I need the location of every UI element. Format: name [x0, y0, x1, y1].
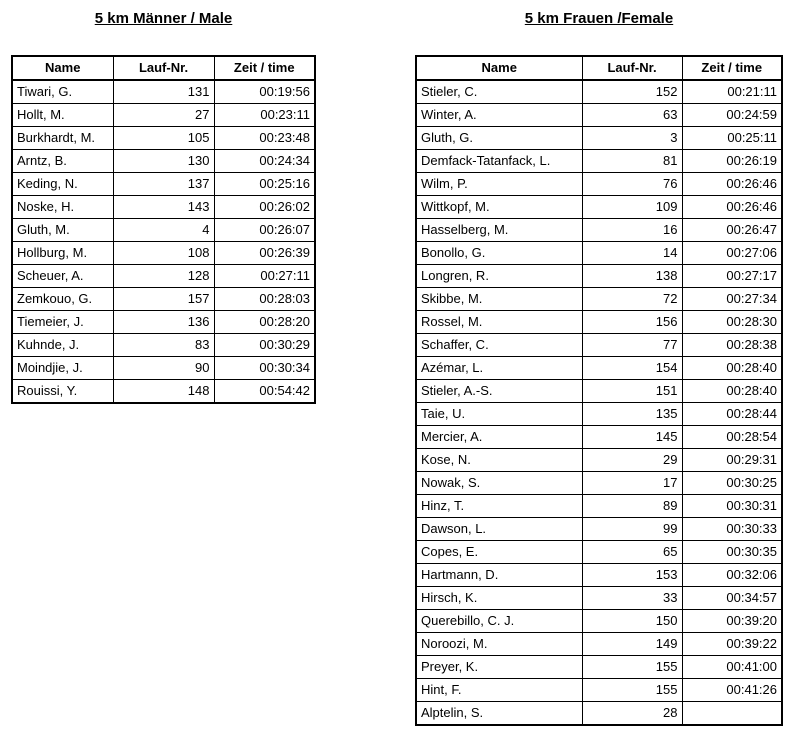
- table-row: [416, 610, 782, 633]
- table-row: [416, 104, 782, 127]
- runner-name-cell: Gluth, G.: [416, 127, 582, 150]
- table-row: [416, 173, 782, 196]
- lauf-nr-cell: 135: [582, 403, 682, 426]
- time-cell: 00:28:40: [682, 357, 782, 380]
- runner-name-cell: Copes, E.: [416, 541, 582, 564]
- column-header-lauf-nr: Lauf-Nr.: [582, 56, 682, 80]
- time-cell: 00:30:25: [682, 472, 782, 495]
- table-row: [416, 702, 782, 726]
- runner-name-cell: Rossel, M.: [416, 311, 582, 334]
- lauf-nr-cell: 154: [582, 357, 682, 380]
- table-row: [416, 633, 782, 656]
- table-row: [12, 357, 315, 380]
- lauf-nr-cell: 136: [113, 311, 214, 334]
- lauf-nr-cell: 138: [582, 265, 682, 288]
- table-row: [12, 219, 315, 242]
- runner-name-cell: Hint, F.: [416, 679, 582, 702]
- lauf-nr-cell: 130: [113, 150, 214, 173]
- time-cell: 00:30:35: [682, 541, 782, 564]
- runner-name-cell: Hollburg, M.: [12, 242, 113, 265]
- time-cell: 00:27:11: [214, 265, 315, 288]
- runner-name-cell: Kose, N.: [416, 449, 582, 472]
- male-results-heading: 5 km Männer / Male: [94, 10, 233, 27]
- runner-name-cell: Wittkopf, M.: [416, 196, 582, 219]
- time-cell: 00:30:31: [682, 495, 782, 518]
- female-results-heading: 5 km Frauen /Female: [524, 10, 674, 27]
- table-row: [416, 288, 782, 311]
- lauf-nr-cell: 137: [113, 173, 214, 196]
- time-cell: 00:28:40: [682, 380, 782, 403]
- time-cell: 00:27:34: [682, 288, 782, 311]
- time-cell: 00:41:26: [682, 679, 782, 702]
- lauf-nr-cell: 33: [582, 587, 682, 610]
- time-cell: 00:26:07: [214, 219, 315, 242]
- time-cell: 00:24:59: [682, 104, 782, 127]
- table-row: [12, 173, 315, 196]
- runner-name-cell: Nowak, S.: [416, 472, 582, 495]
- lauf-nr-cell: 83: [113, 334, 214, 357]
- lauf-nr-cell: 76: [582, 173, 682, 196]
- header-row: [416, 56, 782, 80]
- table-row: [12, 334, 315, 357]
- runner-name-cell: Schaffer, C.: [416, 334, 582, 357]
- runner-name-cell: Wilm, P.: [416, 173, 582, 196]
- time-cell: 00:54:42: [214, 380, 315, 404]
- table-row: [12, 196, 315, 219]
- lauf-nr-cell: 105: [113, 127, 214, 150]
- lauf-nr-cell: 153: [582, 564, 682, 587]
- lauf-nr-cell: 109: [582, 196, 682, 219]
- table-row: [416, 196, 782, 219]
- runner-name-cell: Arntz, B.: [12, 150, 113, 173]
- lauf-nr-cell: 65: [582, 541, 682, 564]
- table-row: [416, 127, 782, 150]
- table-row: [416, 679, 782, 702]
- time-cell: 00:29:31: [682, 449, 782, 472]
- table-row: [12, 265, 315, 288]
- runner-name-cell: Tiemeier, J.: [12, 311, 113, 334]
- runner-name-cell: Kuhnde, J.: [12, 334, 113, 357]
- time-cell: 00:30:29: [214, 334, 315, 357]
- runner-name-cell: Winter, A.: [416, 104, 582, 127]
- runner-name-cell: Skibbe, M.: [416, 288, 582, 311]
- runner-name-cell: Alptelin, S.: [416, 702, 582, 726]
- time-cell: 00:27:17: [682, 265, 782, 288]
- column-header-name: Name: [416, 56, 582, 80]
- lauf-nr-cell: 149: [582, 633, 682, 656]
- column-header-name: Name: [12, 56, 113, 80]
- lauf-nr-cell: 148: [113, 380, 214, 404]
- header-row: [12, 56, 315, 80]
- column-header-zeit: Zeit / time: [682, 56, 782, 80]
- lauf-nr-cell: 3: [582, 127, 682, 150]
- table-row: [12, 104, 315, 127]
- lauf-nr-cell: 156: [582, 311, 682, 334]
- time-cell: 00:26:46: [682, 173, 782, 196]
- time-cell: 00:25:16: [214, 173, 315, 196]
- runner-name-cell: Keding, N.: [12, 173, 113, 196]
- time-cell: 00:26:47: [682, 219, 782, 242]
- table-row: [416, 449, 782, 472]
- lauf-nr-cell: 155: [582, 679, 682, 702]
- table-row: [12, 380, 315, 404]
- table-row: [416, 242, 782, 265]
- time-cell: 00:23:48: [214, 127, 315, 150]
- runner-name-cell: Hartmann, D.: [416, 564, 582, 587]
- time-cell: 00:28:30: [682, 311, 782, 334]
- time-cell: 00:32:06: [682, 564, 782, 587]
- runner-name-cell: Scheuer, A.: [12, 265, 113, 288]
- time-cell: 00:26:46: [682, 196, 782, 219]
- time-cell: 00:25:11: [682, 127, 782, 150]
- runner-name-cell: Stieler, C.: [416, 80, 582, 104]
- runner-name-cell: Dawson, L.: [416, 518, 582, 541]
- lauf-nr-cell: 14: [582, 242, 682, 265]
- lauf-nr-cell: 28: [582, 702, 682, 726]
- lauf-nr-cell: 27: [113, 104, 214, 127]
- table-row: [416, 380, 782, 403]
- lauf-nr-cell: 99: [582, 518, 682, 541]
- female-results-table: [415, 55, 783, 726]
- lauf-nr-cell: 150: [582, 610, 682, 633]
- runner-name-cell: Mercier, A.: [416, 426, 582, 449]
- time-cell: 00:39:22: [682, 633, 782, 656]
- table-row: [12, 80, 315, 104]
- time-cell: 00:21:11: [682, 80, 782, 104]
- table-row: [416, 426, 782, 449]
- column-header-zeit: Zeit / time: [214, 56, 315, 80]
- lauf-nr-cell: 131: [113, 80, 214, 104]
- table-row: [416, 495, 782, 518]
- time-cell: 00:19:56: [214, 80, 315, 104]
- runner-name-cell: Tiwari, G.: [12, 80, 113, 104]
- runner-name-cell: Preyer, K.: [416, 656, 582, 679]
- table-row: [12, 242, 315, 265]
- runner-name-cell: Hollt, M.: [12, 104, 113, 127]
- lauf-nr-cell: 63: [582, 104, 682, 127]
- lauf-nr-cell: 81: [582, 150, 682, 173]
- runner-name-cell: Hasselberg, M.: [416, 219, 582, 242]
- lauf-nr-cell: 108: [113, 242, 214, 265]
- table-row: [416, 265, 782, 288]
- lauf-nr-cell: 17: [582, 472, 682, 495]
- table-row: [416, 80, 782, 104]
- time-cell: 00:34:57: [682, 587, 782, 610]
- column-header-lauf-nr: Lauf-Nr.: [113, 56, 214, 80]
- runner-name-cell: Taie, U.: [416, 403, 582, 426]
- runner-name-cell: Zemkouo, G.: [12, 288, 113, 311]
- lauf-nr-cell: 151: [582, 380, 682, 403]
- table-row: [416, 219, 782, 242]
- time-cell: 00:26:39: [214, 242, 315, 265]
- time-cell: 00:39:20: [682, 610, 782, 633]
- time-cell: 00:41:00: [682, 656, 782, 679]
- lauf-nr-cell: 128: [113, 265, 214, 288]
- time-cell: 00:30:33: [682, 518, 782, 541]
- runner-name-cell: Bonollo, G.: [416, 242, 582, 265]
- runner-name-cell: Burkhardt, M.: [12, 127, 113, 150]
- lauf-nr-cell: 72: [582, 288, 682, 311]
- lauf-nr-cell: 145: [582, 426, 682, 449]
- lauf-nr-cell: 157: [113, 288, 214, 311]
- table-row: [416, 541, 782, 564]
- runner-name-cell: Querebillo, C. J.: [416, 610, 582, 633]
- time-cell: 00:23:11: [214, 104, 315, 127]
- runner-name-cell: Azémar, L.: [416, 357, 582, 380]
- lauf-nr-cell: 143: [113, 196, 214, 219]
- runner-name-cell: Noroozi, M.: [416, 633, 582, 656]
- runner-name-cell: Demfack-Tatanfack, L.: [416, 150, 582, 173]
- time-cell: 00:27:06: [682, 242, 782, 265]
- time-cell: [682, 702, 782, 726]
- table-row: [416, 587, 782, 610]
- table-row: [416, 518, 782, 541]
- table-row: [416, 357, 782, 380]
- time-cell: 00:28:20: [214, 311, 315, 334]
- lauf-nr-cell: 4: [113, 219, 214, 242]
- time-cell: 00:28:54: [682, 426, 782, 449]
- lauf-nr-cell: 16: [582, 219, 682, 242]
- runner-name-cell: Moindjie, J.: [12, 357, 113, 380]
- lauf-nr-cell: 77: [582, 334, 682, 357]
- table-row: [12, 127, 315, 150]
- time-cell: 00:28:44: [682, 403, 782, 426]
- lauf-nr-cell: 155: [582, 656, 682, 679]
- lauf-nr-cell: 90: [113, 357, 214, 380]
- table-row: [416, 311, 782, 334]
- lauf-nr-cell: 29: [582, 449, 682, 472]
- time-cell: 00:28:38: [682, 334, 782, 357]
- runner-name-cell: Gluth, M.: [12, 219, 113, 242]
- table-row: [416, 334, 782, 357]
- table-row: [416, 403, 782, 426]
- table-row: [12, 150, 315, 173]
- runner-name-cell: Longren, R.: [416, 265, 582, 288]
- table-row: [416, 472, 782, 495]
- time-cell: 00:26:19: [682, 150, 782, 173]
- lauf-nr-cell: 89: [582, 495, 682, 518]
- time-cell: 00:24:34: [214, 150, 315, 173]
- male-results-table: [11, 55, 316, 404]
- time-cell: 00:28:03: [214, 288, 315, 311]
- lauf-nr-cell: 152: [582, 80, 682, 104]
- time-cell: 00:30:34: [214, 357, 315, 380]
- table-row: [12, 288, 315, 311]
- table-row: [416, 656, 782, 679]
- runner-name-cell: Stieler, A.-S.: [416, 380, 582, 403]
- time-cell: 00:26:02: [214, 196, 315, 219]
- runner-name-cell: Hinz, T.: [416, 495, 582, 518]
- runner-name-cell: Rouissi, Y.: [12, 380, 113, 404]
- table-row: [416, 150, 782, 173]
- table-row: [416, 564, 782, 587]
- table-row: [12, 311, 315, 334]
- runner-name-cell: Hirsch, K.: [416, 587, 582, 610]
- runner-name-cell: Noske, H.: [12, 196, 113, 219]
